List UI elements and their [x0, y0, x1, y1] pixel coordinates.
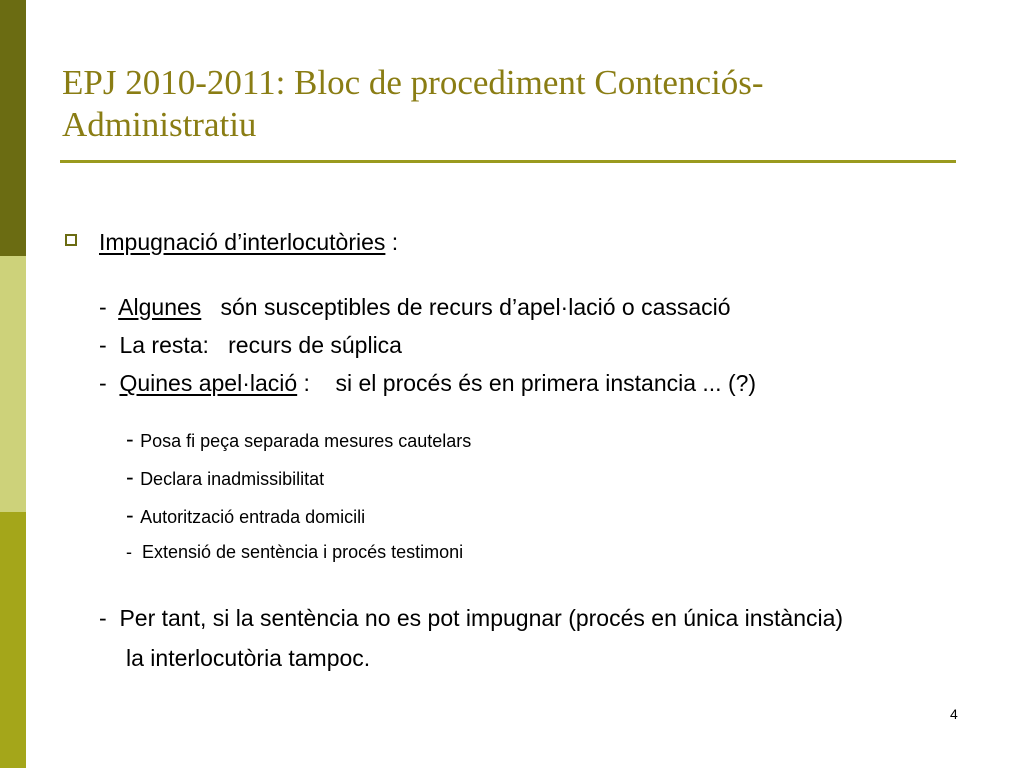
section-heading-text: Impugnació d’interlocutòries: [99, 229, 386, 255]
sub-list-item-text: Extensió de sentència i procés testimoni: [142, 542, 464, 562]
sidebar-segment-light: [0, 256, 26, 512]
list-item: [99, 369, 756, 397]
list-item-text: són susceptibles de recurs d’apel·lació o cassació: [201, 294, 731, 320]
slide-title: [62, 62, 962, 146]
list-item-text: : si el procés és en primera instancia ... (?): [297, 370, 757, 396]
conclusion-line-2: la interlocutòria tampoc.: [126, 645, 371, 671]
sub-list-dash: -: [126, 502, 141, 528]
list-dash: -: [99, 370, 120, 396]
square-bullet-icon: [65, 234, 77, 246]
sub-list-item: [126, 541, 463, 563]
sub-list-item: [126, 466, 324, 490]
list-dash: -: [99, 332, 120, 358]
sub-list-item-text: Autorització entrada domicili: [140, 507, 366, 527]
list-item-text: La resta: recurs de súplica: [119, 332, 402, 358]
sidebar-segment-dark: [0, 0, 26, 256]
list-dash: -: [99, 294, 119, 320]
sub-list-dash: -: [126, 426, 141, 452]
list-item: [99, 331, 402, 359]
section-heading: [99, 228, 398, 256]
page-number: 4: [950, 706, 958, 722]
sub-list-item: [126, 504, 365, 528]
slide-title-line2: Administratiu: [62, 105, 257, 144]
sidebar-decoration: [0, 0, 26, 768]
sub-list-item-text: Declara inadmissibilitat: [140, 469, 325, 489]
list-item-underlined: Algunes: [118, 294, 202, 320]
section-heading-suffix: :: [385, 229, 399, 255]
title-divider: [60, 160, 956, 163]
sub-list-item: [126, 428, 471, 452]
sub-list-dash: -: [126, 542, 142, 562]
sub-list-dash: -: [126, 464, 141, 490]
list-item-underlined: Quines apel·lació: [119, 370, 298, 396]
slide-title-line1: EPJ 2010-2011: Bloc de procediment Contenciós-: [62, 63, 764, 102]
sub-list-item-text: Posa fi peça separada mesures cautelars: [140, 431, 472, 451]
list-item: [99, 293, 731, 321]
sidebar-segment-mid: [0, 512, 26, 768]
conclusion-line-1: - Per tant, si la sentència no es pot impugnar (procés en única instància): [99, 605, 844, 631]
